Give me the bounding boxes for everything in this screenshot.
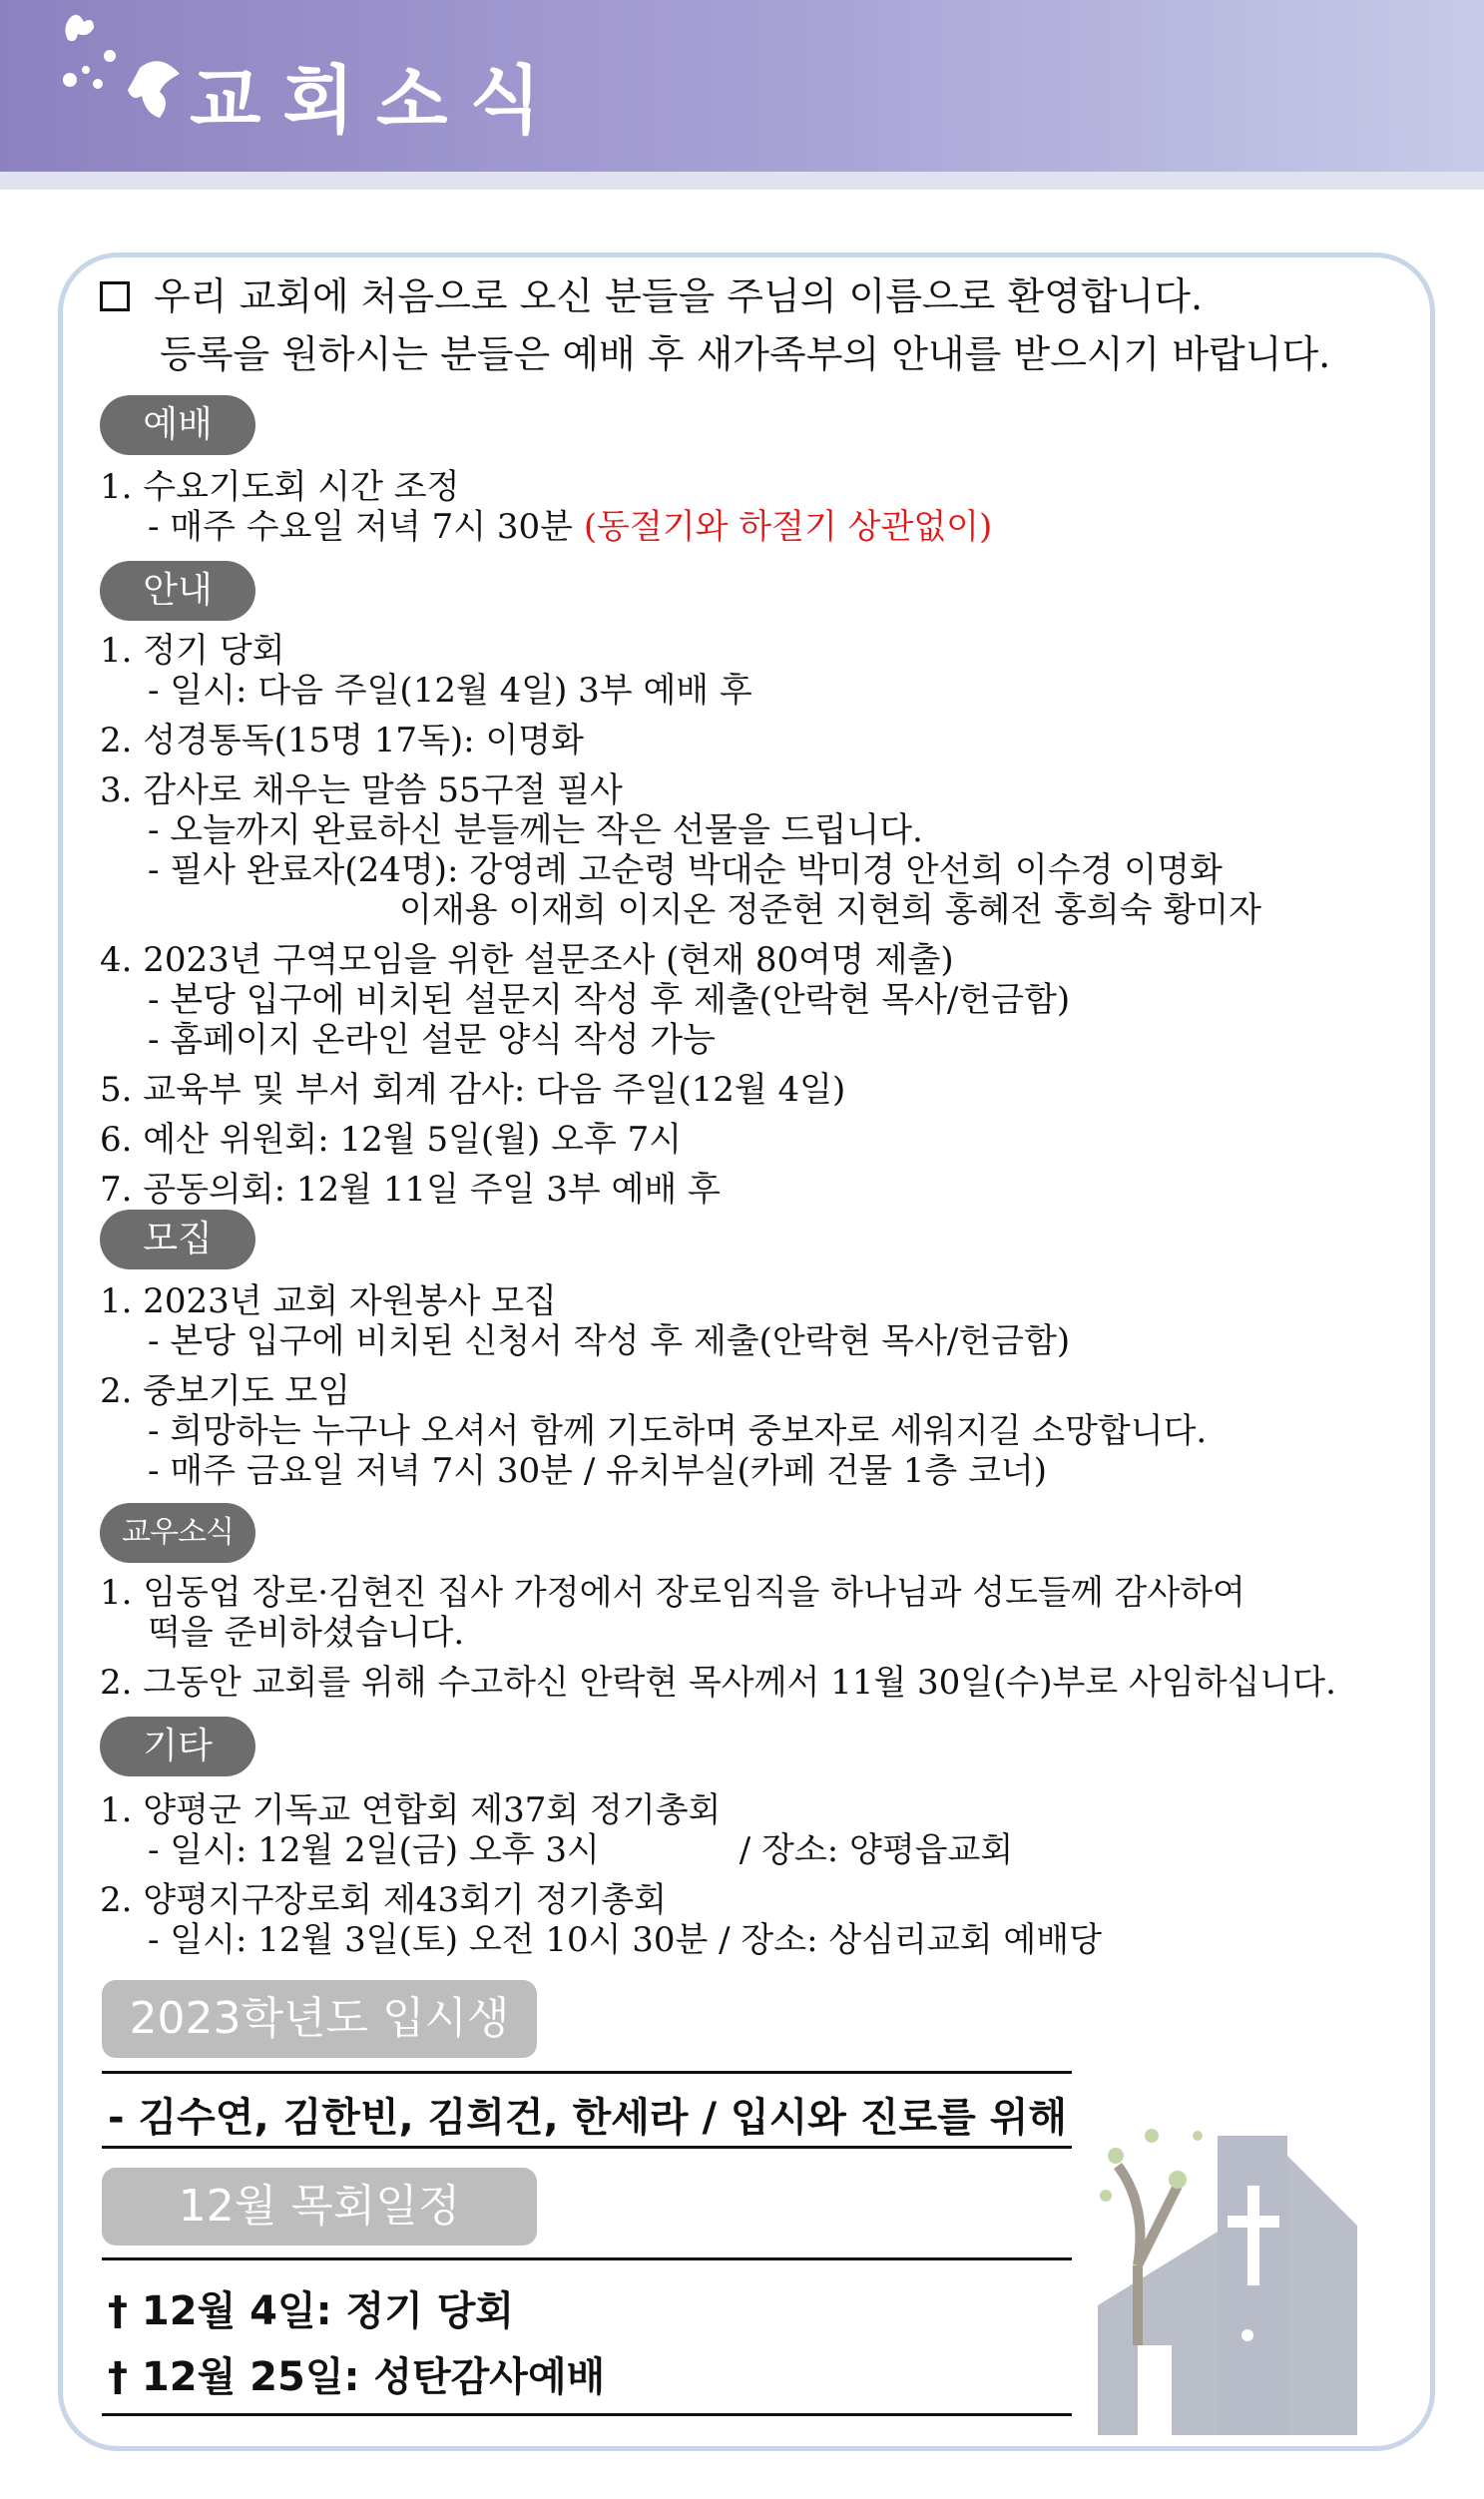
list-item: 떡을 준비하셨습니다. <box>148 1613 465 1653</box>
header-banner <box>0 0 1484 172</box>
section-label-notice: 안내 <box>100 561 255 621</box>
list-item: - 본당 입구에 비치된 신청서 작성 후 제출(안락현 목사/헌금함) <box>148 1321 1071 1361</box>
etc-section <box>100 1790 1427 1960</box>
divider <box>102 2071 1072 2074</box>
list-item: 이재용 이재희 이지온 정준현 지현희 홍혜전 홍희숙 황미자 <box>399 890 1261 930</box>
list-item: 2. 성경통독(15명 17독): 이명화 <box>100 721 584 760</box>
exam-students-label: 2023학년도 입시생 <box>102 1980 537 2058</box>
checkbox-bullet-icon <box>100 281 130 311</box>
welcome-intro <box>100 267 1397 383</box>
list-item: 6. 예산 위원회: 12월 5일(월) 오후 7시 <box>100 1120 683 1160</box>
list-item: 4. 2023년 구역모임을 위한 설문조사 (현재 80여명 제출) <box>100 940 954 980</box>
section-label-etc: 기타 <box>100 1717 255 1776</box>
page-title: 교회소식 <box>190 58 563 144</box>
list-item: 7. 공동의회: 12월 11일 주일 3부 예배 후 <box>100 1170 721 1210</box>
butterfly-deco-icon <box>40 8 200 148</box>
worship-section <box>100 467 1427 547</box>
list-item: 1. 2023년 교회 자원봉사 모집 <box>100 1281 557 1321</box>
intro-line-2: 등록을 원하시는 분들은 예배 후 새가족부의 안내를 받으시기 바랍니다. <box>160 332 1331 376</box>
list-item: - 일시: 12월 3일(토) 오전 10시 30분 / 장소: 상심리교회 예배당 <box>148 1920 1102 1960</box>
list-item: - 본당 입구에 비치된 설문지 작성 후 제출(안락현 목사/헌금함) <box>148 980 1071 1020</box>
section-label-worship: 예배 <box>100 395 255 455</box>
list-item: - 매주 수요일 저녁 7시 30분 (동절기와 하절기 상관없이) <box>148 507 993 547</box>
list-item: - 홈페이지 온라인 설문 양식 작성 가능 <box>148 1020 716 1060</box>
schedule-item-1: † 12월 4일: 정기 당회 <box>108 2288 515 2334</box>
list-item: 2. 양평지구장로회 제43회기 정기총회 <box>100 1880 667 1920</box>
header-divider <box>0 172 1484 190</box>
schedule-label: 12월 목회일정 <box>102 2168 537 2246</box>
list-item: 2. 중보기도 모임 <box>100 1371 351 1411</box>
section-label-recruit: 모집 <box>100 1210 255 1269</box>
list-item: - 희망하는 누구나 오셔서 함께 기도하며 중보자로 세워지길 소망합니다. <box>148 1411 1208 1451</box>
list-item: - 오늘까지 완료하신 분들께는 작은 선물을 드립니다. <box>148 810 923 850</box>
divider <box>102 2146 1072 2149</box>
divider <box>102 2413 1072 2416</box>
list-item: 3. 감사로 채우는 말씀 55구절 필사 <box>100 770 623 810</box>
list-item: 1. 정기 당회 <box>100 631 285 671</box>
list-item: 2. 그동안 교회를 위해 수고하신 안락현 목사께서 11월 30일(수)부로 사임하십니다. <box>100 1663 1336 1703</box>
divider <box>102 2257 1072 2260</box>
list-item: - 일시: 12월 2일(금) 오후 3시 / 장소: 양평읍교회 <box>148 1830 1014 1870</box>
list-item: 1. 수요기도회 시간 조정 <box>100 467 460 507</box>
church-tree-illustration-icon <box>1078 2106 1397 2445</box>
notice-section <box>100 631 1427 1210</box>
members-section <box>100 1573 1427 1703</box>
list-item: 5. 교육부 및 부서 회계 감사: 다음 주일(12월 4일) <box>100 1070 846 1110</box>
list-item: 1. 임동업 장로·김현진 집사 가정에서 장로임직을 하나님과 성도들께 감사하여 <box>100 1573 1245 1613</box>
schedule-item-2: † 12월 25일: 성탄감사예배 <box>108 2354 606 2400</box>
recruit-section <box>100 1281 1427 1491</box>
list-item: - 필사 완료자(24명): 강영례 고순령 박대순 박미경 안선희 이수경 이명화 <box>148 850 1223 890</box>
exam-students-line: - 김수연, 김한빈, 김희건, 한세라 / 입시와 진로를 위해 <box>108 2095 1068 2141</box>
list-item: 1. 양평군 기독교 연합회 제37회 정기총회 <box>100 1790 722 1830</box>
list-item: - 일시: 다음 주일(12월 4일) 3부 예배 후 <box>148 671 752 711</box>
section-label-members: 교우소식 <box>100 1503 255 1563</box>
intro-line-1: 우리 교회에 처음으로 오신 분들을 주님의 이름으로 환영합니다. <box>154 274 1204 318</box>
worship-note: (동절기와 하절기 상관없이) <box>583 507 993 547</box>
list-item: - 매주 금요일 저녁 7시 30분 / 유치부실(카페 건물 1층 코너) <box>148 1451 1047 1491</box>
